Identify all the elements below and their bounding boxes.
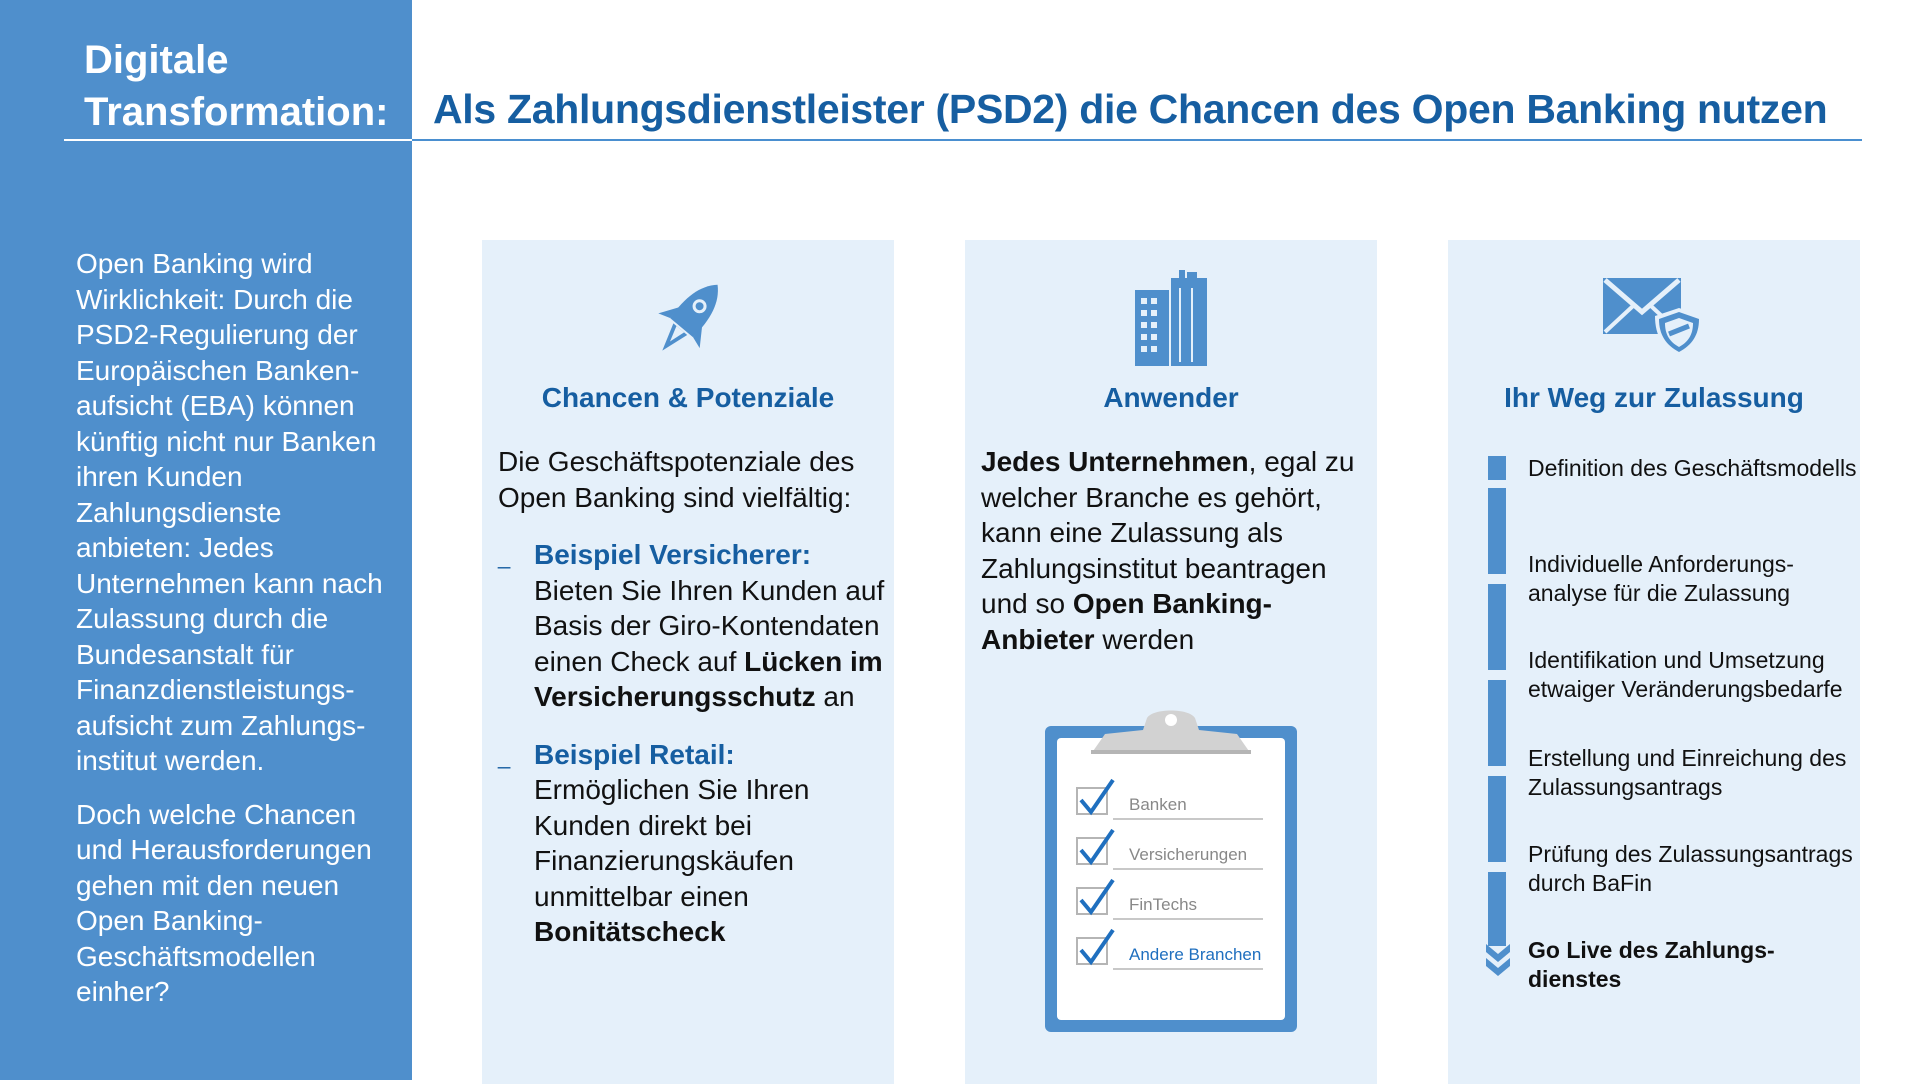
checklist-label: FinTechs [1129,895,1198,914]
bullet-tail: an [815,681,855,712]
step-bar [1488,584,1506,670]
checklist-label: Andere Branchen [1129,945,1262,964]
sidebar-paragraph-1: Open Banking wird Wirklichkeit: Durch die PSD2-Regulierung der Europäischen Bankenaufsicht (EBA) können künftig nicht nur Banken ihren Kunden Zahlungsdienste anbieten: Jedes Unternehmen kann nach Zulassung durch die Bundesanstalt für Finanzdienstleistungsaufsicht zum Zahlungsinstitut werden. [76,248,383,776]
step-bar [1488,680,1506,766]
buildings-icon [965,268,1377,368]
panel-zulassung [1448,240,1860,1084]
envelope-shield-icon [1448,274,1860,358]
checklist-line [1113,918,1263,920]
bullet-text: Bieten Sie Ihren Kunden auf Basis der Giro-Kontendaten einen Check auf [534,574,885,677]
dash-icon: _ [498,544,511,569]
section-title-line1: Digitale [84,38,229,82]
body-text-2: werden [1094,623,1195,655]
panel-heading: Chancen & Potenziale [541,382,835,413]
checklist-line [1113,818,1263,820]
page-title: Als Zahlungsdienstleister (PSD2) die Chancen des Open Banking nutzen [433,86,1828,132]
bullet-heading: Beispiel Versicherer: [534,539,812,570]
step-5: Prüfung des Zulassungsantrags durch BaFin [1528,841,1853,896]
rocket-icon [482,268,894,372]
panel-body [498,444,888,950]
bullet-bold: Bonitätscheck [534,916,726,947]
checklist-label: Versicherungen [1129,845,1248,864]
body-text-1: , egal zu welcher Branche es gehört, kann eine Zulassung als Zahlungsinstitut beantragen und so [981,446,1355,619]
bullet-heading: Beispiel Retail: [534,738,735,770]
chevron-down-icon [1484,942,1512,980]
body-bold-2: Open Banking-Anbieter [981,588,1272,655]
checklist-label: Banken [1129,795,1187,814]
step-bar [1488,456,1506,480]
panel-chancen [482,240,894,1084]
panel-intro: Die Geschäftspotenziale des Open Banking sind vielfältig: [498,446,855,513]
body-bold-1: Jedes Unternehmen [981,446,1249,477]
panel-body [981,444,1371,657]
bullet-text: Ermöglichen Sie Ihren Kunden direkt bei Finanzierungskäufen unmittelbar einen [534,774,810,912]
dash-icon: _ [498,743,511,769]
step-3: Identifikation und Umsetzung etwaiger Veränderungsbedarfe [1528,647,1843,702]
panel-heading: Ihr Weg zur Zulassung [1504,382,1804,413]
bullet-retail [498,737,888,950]
panel-heading: Anwender [1103,382,1239,413]
step-bar [1488,776,1506,862]
bullet-bold: Lücken im Versicherungsschutz [534,645,883,712]
section-title [84,34,388,138]
clipboard-checklist [1043,704,1299,1039]
sidebar-text [76,246,396,1028]
bullet-versicherer [498,537,888,715]
step-bar [1488,872,1506,946]
panel-anwender [965,240,1377,1084]
checklist-line [1113,968,1263,970]
step-4: Erstellung und Einreichung des Zulassungsantrags [1528,745,1847,800]
step-6: Go Live des Zahlungsdienstes [1528,937,1775,992]
section-title-line2: Transformation: [84,90,389,134]
title-divider-right [412,139,1862,141]
checklist-line [1113,868,1263,870]
step-2: Individuelle Anforderungsanalyse für die Zulassung [1528,551,1794,606]
title-divider-left [64,139,412,141]
step-bar [1488,488,1506,574]
sidebar-paragraph-2: Doch welche Chancen und Herausforderungen gehen mit den neuen Open Banking-Geschäftsmodellen einher? [76,798,372,1007]
step-1: Definition des Geschäftsmodells [1528,455,1857,481]
